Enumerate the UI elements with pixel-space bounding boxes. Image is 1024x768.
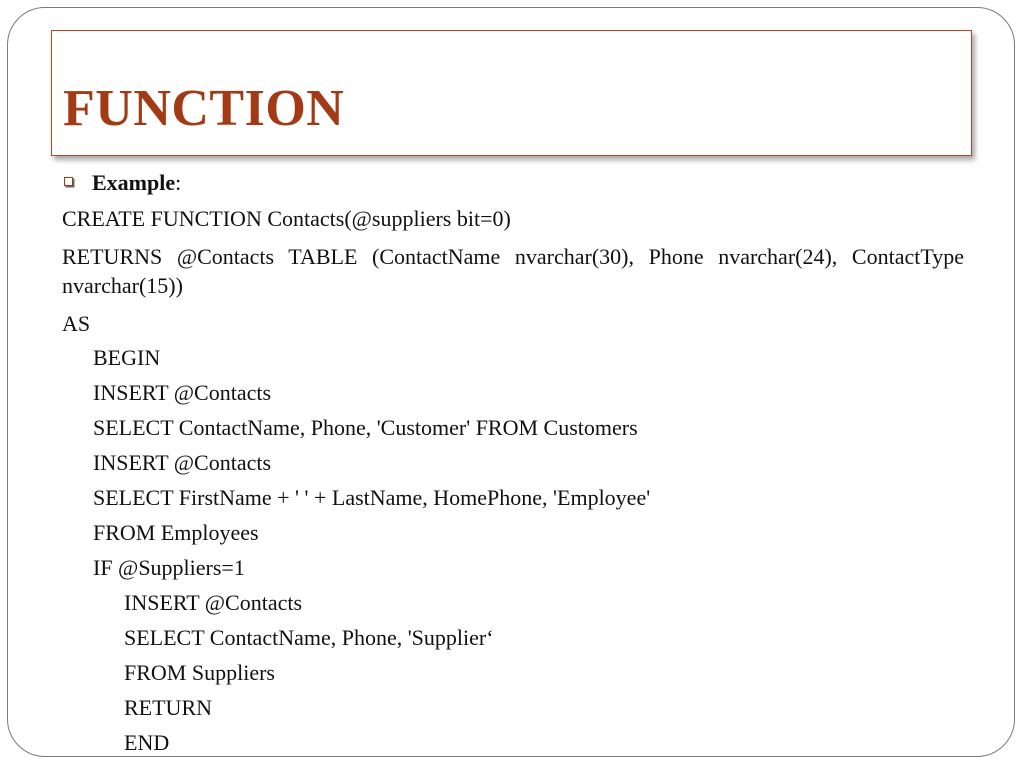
code-nested-line: RETURN [124,695,212,720]
code-body-line: INSERT @Contacts [93,380,272,405]
hollow-square-bullet-icon [64,177,73,186]
slide-title: FUNCTION [63,80,345,137]
code-body-line: SELECT FirstName + ' ' + LastName, HomePhone, 'Employee' [93,485,651,510]
example-label-bold: Example [92,170,176,195]
code-nested-line: END [124,730,170,755]
code-body-line: SELECT ContactName, Phone, 'Customer' FROM Customers [93,415,638,440]
code-body-line: FROM Employees [93,520,259,545]
example-label-suffix: : [175,170,182,195]
slide-content [62,168,964,763]
code-body-line: BEGIN [93,345,161,370]
example-label [92,168,181,197]
code-nested-line: FROM Suppliers [124,660,275,685]
code-nested-line: INSERT @Contacts [124,590,303,615]
code-body-line: IF @Suppliers=1 [93,555,245,580]
code-body-line: INSERT @Contacts [93,450,272,475]
code-line-create: CREATE FUNCTION Contacts(@suppliers bit=0) [62,206,511,231]
code-nested-line: SELECT ContactName, Phone, 'Supplier‘ [124,625,494,650]
code-line-returns: RETURNS @Contacts TABLE (ContactName nvarchar(30), Phone nvarchar(24), ContactType nvarchar(15)) [62,244,964,298]
code-line-as: AS [62,311,91,336]
title-box [51,30,972,156]
example-bullet [62,168,964,198]
